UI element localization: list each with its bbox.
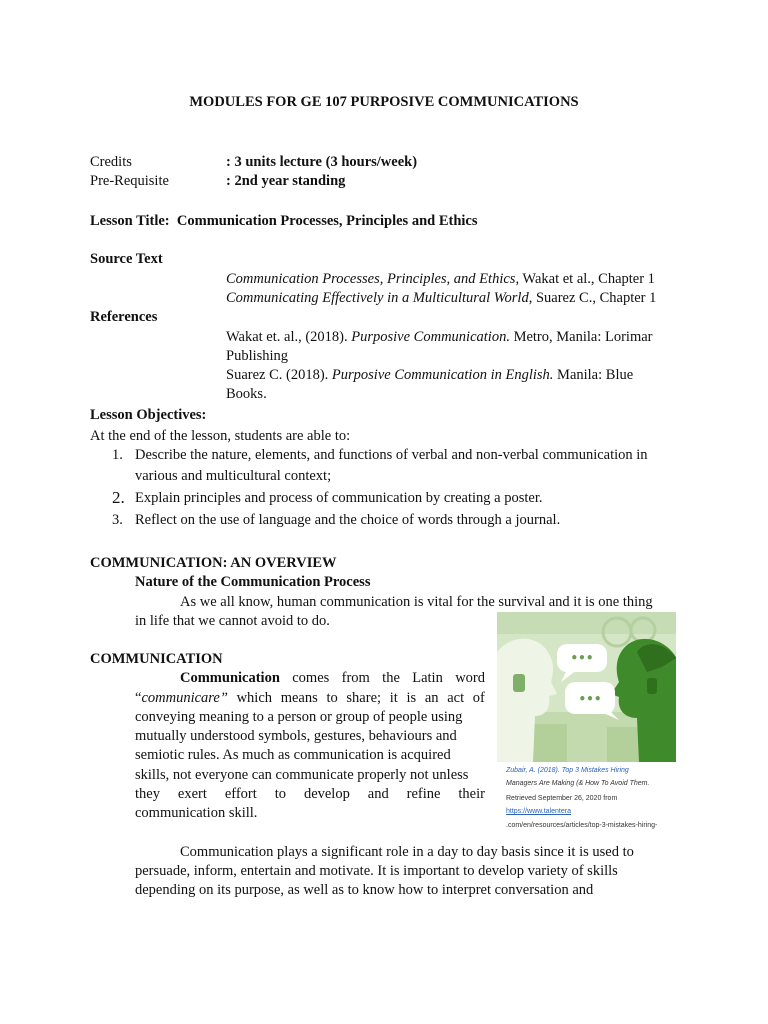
- communication-line: Communication comes from the Latin word: [180, 670, 485, 686]
- latin-term: communicare”: [141, 690, 228, 706]
- communication-illustration: [497, 612, 676, 762]
- communication-line: communication skill.: [135, 805, 258, 821]
- overview-paragraph-line: in life that we cannot avoid to do.: [135, 613, 330, 629]
- caption-line: [506, 767, 629, 774]
- communication-line: they exert effort to develop and refine their: [135, 786, 485, 802]
- overview-subheading: Nature of the Communication Process: [135, 574, 371, 590]
- communication-line: conveying meaning to a person or group of people using: [135, 709, 463, 725]
- credits-label: Credits: [90, 154, 132, 170]
- lesson-title-value: Communication Processes, Principles and Ethics: [176, 213, 478, 229]
- objective-number: 2.: [112, 488, 125, 507]
- objective-number: 3.: [112, 512, 123, 528]
- caption-line: .com/en/resources/articles/top-3-mistakes-hiring-: [506, 822, 658, 829]
- credits-value: : 3 units lecture (3 hours/week): [226, 154, 418, 170]
- reference-item-cont: Publishing: [226, 348, 289, 364]
- objective-text: Describe the nature, elements, and functions of verbal and non-verbal communication in: [135, 447, 648, 463]
- source-rest: , Wakat et al., Chapter 1: [515, 271, 655, 287]
- references-heading: References: [90, 309, 158, 325]
- paragraph-line: persuade, inform, entertain and motivate. It is important to develop variety of skills: [135, 863, 618, 879]
- communication-line: semiotic rules. As much as communication is acquired: [135, 747, 451, 763]
- reference-author: Wakat et. al., (2018).: [226, 329, 352, 345]
- reference-item: [226, 329, 653, 346]
- caption-link[interactable]: [506, 808, 571, 815]
- document-title: MODULES FOR GE 107 PURPOSIVE COMMUNICATIONS: [189, 94, 579, 110]
- objectives-heading: Lesson Objectives:: [90, 407, 207, 423]
- lesson-title: [90, 213, 478, 230]
- prereq-label: Pre-Requisite: [90, 173, 169, 189]
- objective-text: Explain principles and process of communication by creating a poster.: [135, 490, 543, 506]
- caption-url-link[interactable]: https://www.talentera: [506, 808, 571, 815]
- source-text-heading: Source Text: [90, 251, 163, 267]
- objective-text: Reflect on the use of language and the choice of words through a journal.: [135, 512, 561, 528]
- reference-publisher: Manila: Blue: [553, 367, 634, 383]
- objective-number: 1.: [112, 447, 123, 463]
- overview-paragraph-line: As we all know, human communication is vital for the survival and it is one thing: [180, 594, 653, 610]
- bubble-dots: •••: [570, 651, 594, 665]
- communication-line: mutually understood symbols, gestures, behaviours and: [135, 728, 457, 744]
- communication-line: skills, not everyone can communicate properly not unless: [135, 767, 469, 783]
- people-talking-image: [497, 612, 676, 762]
- reference-title: Purposive Communication.: [351, 329, 510, 345]
- source-text-item: [226, 290, 656, 307]
- lesson-title-label: Lesson Title:: [90, 213, 170, 229]
- caption-citation: Zubair, A. (2018). Top 3 Mistakes Hiring: [506, 767, 629, 774]
- paragraph-line: Communication plays a significant role in a day to day basis since it is used to: [180, 844, 634, 860]
- reference-title: Purposive Communication in English.: [331, 367, 554, 383]
- objectives-intro: At the end of the lesson, students are able to:: [90, 428, 351, 444]
- reference-item-cont: Books.: [226, 386, 267, 402]
- caption-line: Retrieved September 26, 2020 from: [506, 795, 618, 802]
- source-text-item: [226, 271, 655, 288]
- source-title: Communicating Effectively in a Multicultural World: [226, 290, 529, 306]
- source-title: Communication Processes, Principles, and Ethics: [226, 271, 516, 287]
- communication-heading: COMMUNICATION: [90, 651, 223, 667]
- overview-heading: COMMUNICATION: AN OVERVIEW: [90, 555, 337, 571]
- paragraph-line: depending on its purpose, as well as to know how to interpret conversation and: [135, 882, 594, 898]
- reference-publisher: Metro, Manila: Lorimar: [509, 329, 653, 345]
- communication-line: “communicare” which means to share; it is an act of: [135, 690, 485, 706]
- reference-author: Suarez C. (2018).: [226, 367, 332, 383]
- reference-item: [226, 367, 633, 384]
- objective-text-cont: various and multicultural context;: [135, 468, 332, 484]
- communication-term: Communication: [180, 670, 280, 686]
- bubble-dots: •••: [578, 692, 602, 706]
- prereq-value: : 2nd year standing: [226, 173, 346, 189]
- source-rest: , Suarez C., Chapter 1: [528, 290, 657, 306]
- caption-line: Managers Are Making (& How To Avoid Them.: [506, 780, 650, 787]
